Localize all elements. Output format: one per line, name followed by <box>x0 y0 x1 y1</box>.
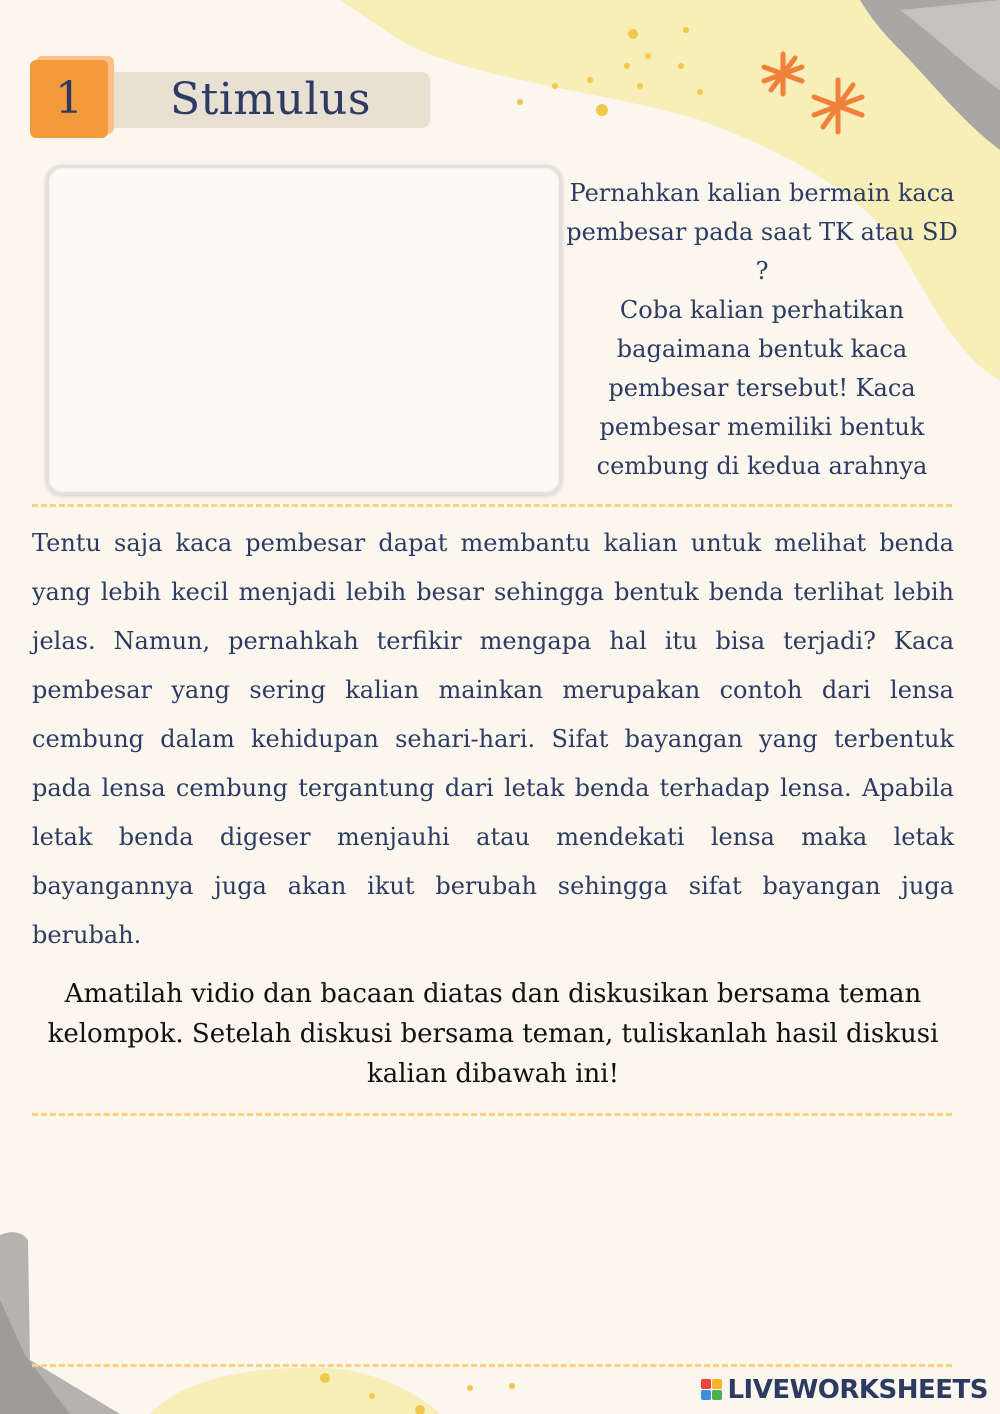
intro-text <box>566 174 958 486</box>
instruction-text: Amatilah vidio dan bacaan diatas dan diskusikan bersama teman kelompok. Setelah diskusi bersama teman, tuliskanlah hasil diskusi kalian dibawah ini! <box>47 979 939 1089</box>
body-paragraph: Tentu saja kaca pembesar dapat membantu kalian untuk melihat benda yang lebih kecil menjadi lebih besar sehingga bentuk benda terlihat lebih jelas. Namun, pernahkah terfikir mengapa hal itu bisa terjadi? Kaca pembesar yang sering kalian mainkan merupakan contoh dari lensa cembung dalam kehidupan sehari-hari. Sifat bayangan yang terbentuk pada lensa cembung tergantung dari letak benda terhadap lensa. Apabila letak benda digeser menjauhi atau mendekati lensa maka letak bayangannya juga akan ikut berubah sehingga sifat bayangan juga berubah. <box>32 529 954 949</box>
section-number: 1 <box>55 73 83 124</box>
liveworksheets-logo <box>701 1372 988 1408</box>
divider-answer-bottom <box>32 1364 952 1367</box>
intro-question: Pernahkan kalian bermain kaca pembesar pada saat TK atau SD ? <box>566 179 958 285</box>
section-header <box>30 58 430 140</box>
brand-name: LIVEWORKSHEETS <box>727 1375 988 1405</box>
liveworksheets-icon <box>701 1379 723 1401</box>
divider-top <box>32 504 952 507</box>
video-frame[interactable] <box>46 165 562 495</box>
section-number-badge <box>30 60 108 138</box>
section-title: Stimulus <box>170 74 371 125</box>
divider-answer-top <box>32 1113 952 1116</box>
intro-prompt: Coba kalian perhatikan bagaimana bentuk kaca pembesar tersebut! Kaca pembesar memiliki bentuk cembung di kedua arahnya <box>596 296 928 480</box>
